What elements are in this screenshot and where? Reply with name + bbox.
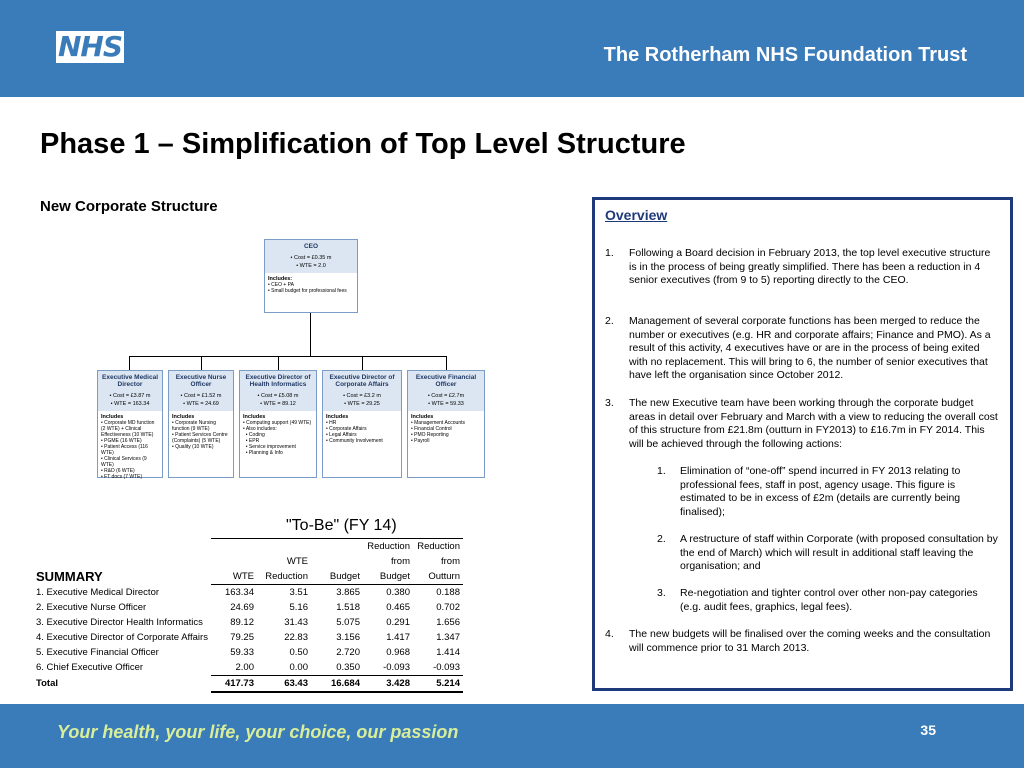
overview-subitem: Elimination of “one-off” spend incurred in FY 2013 relating to professional fees, staff in post, agency usage. This figure is estimated to be in excess of £2m (details are currently being finalised); — [680, 465, 961, 518]
summary-table — [33, 538, 463, 693]
header-banner — [0, 0, 1024, 97]
org-box-wte: • WTE = 2.0 — [296, 263, 326, 269]
org-box-ceo — [264, 239, 358, 313]
summary-title: "To-Be" (FY 14) — [286, 517, 397, 534]
overview-subitem-number: 2. — [657, 533, 666, 545]
table-row: 4. Executive Director of Corporate Affairs 79.25 22.83 3.156 1.417 1.347 — [36, 632, 460, 643]
overview-item-number: 1. — [605, 247, 614, 259]
table-total-row: Total 417.73 63.43 16.684 3.428 5.214 — [33, 676, 463, 693]
overview-item: Management of several corporate functions has been merged to reduce the number or executives (e.g. HR and corporate affairs; Finance and PMO). As a result of this activity, 4 executives have or are in the process of being exited with no replacement. This will bring to 6, the number of senior executives that have left the organisation since October 2012. — [629, 315, 991, 381]
table-header-row-1: Reduction Reduction — [33, 539, 463, 555]
overview-subitem: Re-negotiation and tighter control over other non-pay categories (e.g. audit fees, graphics, legal fees). — [680, 587, 978, 613]
table-row: 2. Executive Nurse Officer 24.69 5.16 1.518 0.465 0.702 — [36, 602, 460, 613]
connector-line — [446, 356, 447, 370]
overview-item: The new budgets will be finalised over the coming weeks and the consultation will commence prior to 31 March 2013. — [629, 628, 991, 654]
org-box-nurse-officer: Executive Nurse Officer • Cost = £1.52 m • WTE = 24.69 Includes • Corporate Nursing function (9 WTE) • Patient Services Centre (Complaints) (5 WTE) • Quality (10 WTE) — [168, 370, 234, 478]
org-box-financial-officer: Executive Financial Officer • Cost = £2.7m • WTE = 59.33 Includes • Management Accounts • Financial Control • PMO Reporting • Payroll — [407, 370, 485, 478]
overview-subitem: A restructure of staff within Corporate (with proposed consultation by the end of March) which will result in additional staff leaving the organisation; and — [680, 533, 998, 572]
overview-item-number: 4. — [605, 628, 614, 640]
table-header-row-3: SUMMARY WTE Reduction Budget Budget Outturn — [33, 569, 463, 585]
connector-line — [129, 356, 130, 370]
org-box-medical-director: Executive Medical Director • Cost = £3.87 m • WTE = 163.34 Includes • Corporate MD function (2 WTE) + Clinical Effectiveness (10 WTE) • PGME (16 WTE) • Patient Access (116 WTE) • Clinical Services (9 WTE) • R&D (6 WTE) • FT docs (7 WTE) — [97, 370, 163, 478]
overview-item: Following a Board decision in February 2013, the top level executive structure is in the process of being greatly simplified. There has been a reduction in 4 senior executives (from 9 to 5) reporting directly to the CEO. — [629, 247, 991, 286]
table-header-row-2: WTE from from — [286, 556, 460, 567]
footer-banner — [0, 704, 1024, 768]
table-row: 1. Executive Medical Director 163.34 3.51 3.865 0.380 0.188 — [36, 586, 460, 598]
table-row: 3. Executive Director Health Informatics 89.12 31.43 5.075 0.291 1.656 — [36, 617, 460, 628]
overview-title: Overview — [605, 207, 668, 223]
connector-line — [129, 356, 446, 357]
overview-item: The new Executive team have been working through the corporate budget areas in detail over February and March with a view to reducing the overall cost of this structure from £21.8m (outturn in FY2013) to £16.7m in FY 2014. This will be achieved through the following actions: — [629, 397, 998, 450]
org-box-cost: • Cost = £0.35 m — [290, 255, 332, 261]
summary-label: SUMMARY — [36, 569, 103, 585]
org-box-corporate-affairs: Executive Director of Corporate Affairs • Cost = £3.2 m • WTE = 29.25 Includes • HR • Corporate Affairs • Legal Affairs • Community Involvement — [322, 370, 402, 478]
org-box-includes: Includes: • CEO + PA • Small budget for professional fees — [268, 276, 347, 294]
sub-heading: New Corporate Structure — [40, 198, 218, 215]
connector-line — [201, 356, 202, 370]
overview-item-number: 2. — [605, 315, 614, 327]
overview-item-number: 3. — [605, 397, 614, 409]
org-box-stats — [265, 254, 357, 273]
table-row: 6. Chief Executive Officer 2.00 0.00 0.350 -0.093 -0.093 — [33, 660, 463, 676]
trust-name: The Rotherham NHS Foundation Trust — [603, 44, 967, 66]
table-row: 5. Executive Financial Officer 59.33 0.50 2.720 0.968 1.414 — [36, 647, 460, 658]
slide-title: Phase 1 – Simplification of Top Level Structure — [40, 128, 686, 160]
slogan: Your health, your life, your choice, our passion — [57, 722, 459, 742]
overview-panel — [592, 197, 1013, 691]
connector-line — [278, 356, 279, 370]
page-number: 35 — [920, 722, 936, 738]
overview-subitem-number: 3. — [657, 587, 666, 599]
org-box-title: CEO — [265, 240, 357, 254]
org-box-health-informatics: Executive Director of Health Informatics • Cost = £5.08 m • WTE = 89.12 Includes • Computing support (49 WTE) • Also includes: • Coding • EPR • Service improvement • Planning & Info — [239, 370, 317, 478]
nhs-logo: NHS — [57, 30, 123, 63]
connector-line — [362, 356, 363, 370]
connector-line — [310, 313, 311, 356]
overview-subitem-number: 1. — [657, 465, 666, 477]
